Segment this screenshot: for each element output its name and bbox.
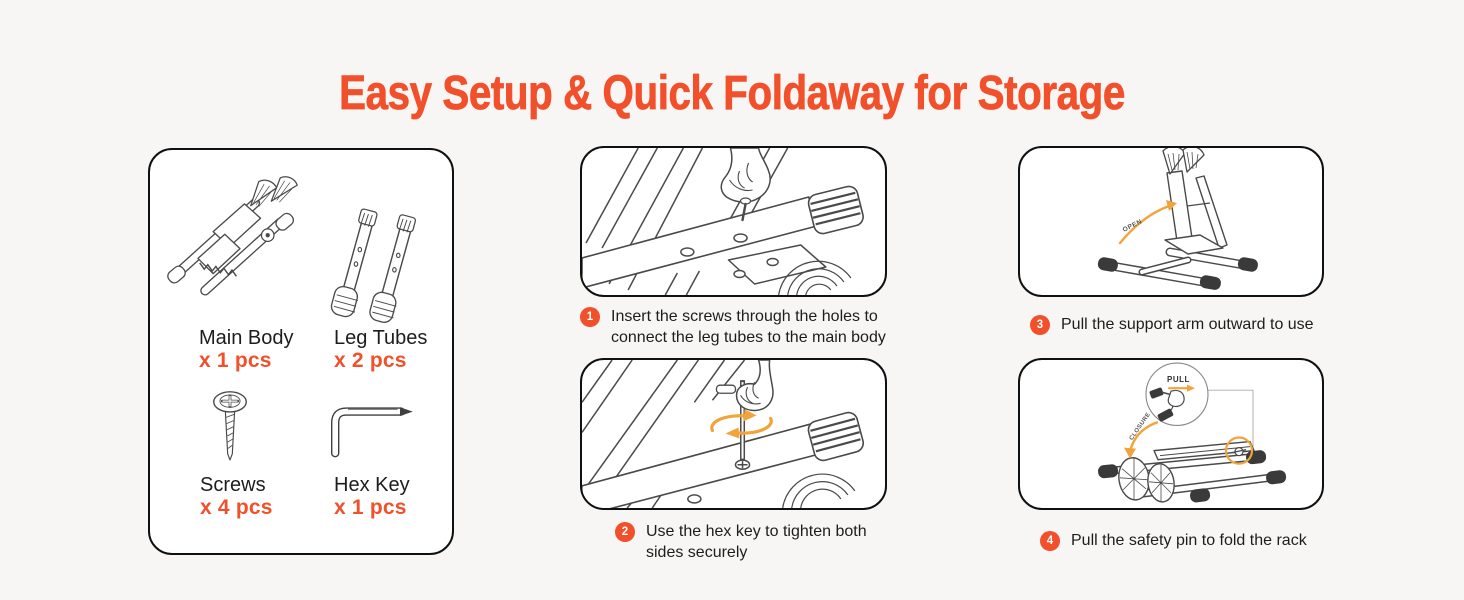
step3-text: Pull the support arm outward to use [1061,316,1314,333]
page-title: Easy Setup & Quick Foldaway for Storage [339,67,1125,120]
step2-text: Use the hex key to tighten both sides securely [646,523,867,562]
parts-list-panel [148,148,454,555]
fold-rack-illustration [1020,360,1322,508]
step2-illustration-panel [580,358,887,510]
step4-number-badge: 4 [1040,531,1060,551]
leg-tubes-illustration [330,206,430,324]
part-qty-screws: x 4 pcs [200,496,273,519]
step1-number-badge: 1 [580,307,600,327]
step3-row [1030,314,1314,335]
tighten-hex-key-illustration [582,360,885,508]
screw-illustration [206,390,254,468]
step4-illustration-panel [1018,358,1324,510]
part-label-hex-key: Hex Key [334,474,410,496]
step2-row [615,521,890,563]
step1-text: Insert the screws through the holes to connect the leg tubes to the main body [611,308,886,347]
step2-number-badge: 2 [615,522,635,542]
part-qty-hex-key: x 1 pcs [334,496,407,519]
main-body-illustration [164,176,316,306]
pull-label: PULL [1167,375,1190,385]
step3-illustration-panel [1018,146,1324,297]
insert-screws-illustration [582,148,885,295]
step1-row [580,306,893,348]
open-rack-illustration [1020,148,1322,295]
open-label: OPEN [1121,218,1144,234]
step4-row [1040,530,1307,551]
part-label-leg-tubes: Leg Tubes [334,327,428,349]
part-label-screws: Screws [200,474,266,496]
step3-number-badge: 3 [1030,315,1050,335]
part-qty-leg-tubes: x 2 pcs [334,349,407,372]
step1-illustration-panel [580,146,887,297]
hex-key-illustration [324,402,416,458]
part-label-main-body: Main Body [199,327,294,349]
step4-text: Pull the safety pin to fold the rack [1071,532,1307,549]
closure-label: CLOSURE [1128,411,1153,442]
part-qty-main-body: x 1 pcs [199,349,272,372]
